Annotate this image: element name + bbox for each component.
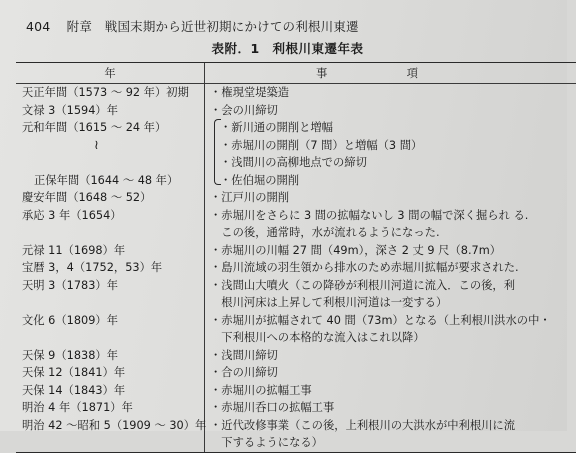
table-row	[16, 382, 576, 400]
table-caption: 利根川東遷年表	[272, 41, 364, 56]
event-cell	[210, 207, 528, 242]
year-cell: 承応 3 年（1654）	[22, 208, 122, 222]
header-year: 年	[104, 67, 116, 80]
event-line: ・浅間山大噴火（この降砂が利根川河道に流入．この後，利	[210, 278, 516, 292]
table-row	[16, 242, 576, 260]
event-line: ・赤堀川が拡幅されて 40 間（73m）となる（上利根川洪水の中・	[210, 313, 551, 327]
event-cell	[210, 312, 551, 347]
event-cell: ・浅間川の高柳地点での締切	[220, 156, 367, 169]
event-line: 下利根川への本格的な流入はこれ以降）	[210, 331, 425, 344]
table-row	[16, 364, 576, 382]
table-row	[16, 417, 576, 452]
table-title	[0, 39, 567, 57]
table-row	[16, 207, 576, 242]
event-cell: ・新川通の開削と増幅	[220, 121, 333, 134]
range-tilde-mark: ≀	[94, 137, 99, 153]
table-row	[16, 137, 576, 155]
table-row	[16, 312, 576, 347]
year-cell: 天保 12（1841）年	[22, 366, 126, 379]
event-line: 下するようになる）	[210, 436, 323, 449]
table-row	[16, 399, 576, 417]
header-events: 事 項	[316, 67, 452, 80]
year-cell: 天明 3（1783）年	[22, 278, 119, 292]
running-head	[26, 17, 359, 35]
table-header	[16, 63, 576, 84]
event-cell: ・浅間川締切	[210, 348, 278, 362]
table-row	[16, 189, 576, 207]
table-row	[16, 172, 576, 190]
event-cell: ・島川流域の羽生領から排水のため赤堀川拡幅が要求された.	[210, 261, 519, 274]
chronology-table	[16, 62, 576, 453]
table-number: 表附．1	[211, 41, 260, 56]
year-cell: 元禄 11（1698）年	[22, 243, 126, 257]
event-cell: ・赤堀川の拡幅工事	[210, 383, 312, 397]
event-cell: ・合の川締切	[210, 366, 278, 379]
table-row	[16, 347, 576, 365]
table-row	[16, 102, 576, 120]
event-cell: ・会の川締切	[210, 103, 278, 117]
event-cell	[210, 277, 515, 312]
year-cell: 天保 14（1843）年	[22, 383, 126, 397]
event-cell: ・佐伯堀の開削	[220, 173, 300, 187]
table-row	[16, 119, 576, 137]
event-cell: ・赤堀川の開削（7 間）と増幅（3 間）	[220, 138, 423, 152]
event-line: ・赤堀川をさらに 3 間の拡幅ないし 3 間の幅で深く掘られ る.	[210, 208, 529, 222]
year-cell: 正保年間（1644 ～ 48 年）	[34, 173, 179, 187]
table-row	[16, 154, 576, 172]
year-cell: 明治 4 年（1871）年	[22, 401, 133, 414]
year-cell: 文禄 3（1594）年	[22, 103, 119, 117]
table-row	[16, 259, 576, 277]
page-number: 404	[26, 19, 51, 34]
running-title: 附章 戦国末期から近世初期にかけての利根川東遷	[66, 19, 359, 34]
table-row	[16, 84, 576, 102]
event-cell: ・赤堀川呑口の拡幅工事	[210, 401, 335, 414]
event-cell	[210, 417, 515, 452]
year-cell: 宝暦 3，4（1752，53）年	[22, 261, 163, 274]
event-cell: ・権現堂堤築造	[210, 86, 290, 99]
year-cell: 明治 42 ～昭和 5（1909 ～ 30）年	[22, 418, 207, 432]
event-cell: ・赤堀川の川幅 27 間（49m），深さ 2 丈 9 尺（8.7m）	[210, 243, 502, 257]
year-cell: 慶安年間（1648 ～ 52）	[22, 191, 152, 204]
event-line: ・近代改修事業（この後，上利根川の大洪水が中利根川に流	[210, 418, 516, 432]
year-cell: 天保 9（1838）年	[22, 348, 119, 362]
genna-bracket	[214, 119, 221, 185]
year-cell: 天正年間（1573 ～ 92 年）初期	[22, 86, 189, 99]
year-cell: 元和年間（1615 ～ 24 年）	[22, 121, 167, 134]
table-row	[16, 277, 576, 312]
event-line: この後，通常時，水が流れるようになった.	[210, 226, 440, 239]
event-line: 根川河床は上昇して利根川河道は一変する）	[210, 296, 448, 309]
event-cell: ・江戸川の開削	[210, 191, 290, 204]
year-cell: 文化 6（1809）年	[22, 313, 119, 327]
